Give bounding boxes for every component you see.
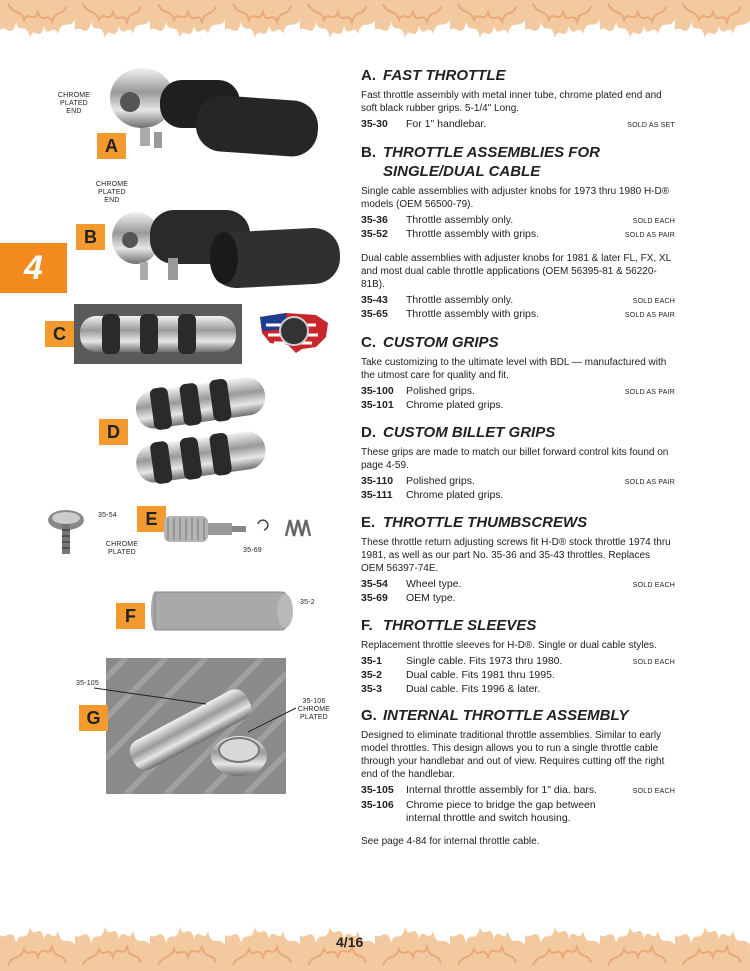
section-letter: E. <box>361 513 376 531</box>
section-g <box>361 706 675 848</box>
part-description: Throttle assembly with grips. <box>406 308 540 320</box>
part-number: 35-52 <box>361 228 388 240</box>
sold-unit: SOLD EACH <box>632 658 675 666</box>
part-description: Throttle assembly with grips. <box>406 228 540 240</box>
part-number: 35-1 <box>361 654 383 667</box>
sold-unit: SOLD EACH <box>632 297 675 305</box>
callout-text: END <box>104 197 120 204</box>
figure-letter-d: D <box>99 419 128 445</box>
sold-unit: SOLD EACH <box>632 581 675 589</box>
part-number: 35-65 <box>361 308 388 320</box>
callout-text: PLATED <box>98 189 126 196</box>
part-number: 35-105 <box>361 784 394 796</box>
part-row <box>361 655 675 670</box>
sold-unit: SOLD EACH <box>632 217 675 225</box>
bottom-flame-border <box>0 909 750 971</box>
section-description: These throttle return adjusting screws fit H-D® stock throttle 1974 thru 1981, as well as our part No. 35-36 and 35-43 throttles. Replaces OEM 56397-74E. <box>361 536 671 574</box>
part-number: 35-69 <box>361 592 388 604</box>
part-row <box>361 118 675 133</box>
section-description: These grips are made to match our billet forward control kits found on page 4-59. <box>361 446 669 471</box>
leader-line-35-105 <box>90 684 210 708</box>
sold-unit: SOLD AS PAIR <box>624 232 675 239</box>
section-letter: C. <box>361 333 376 351</box>
section-title-text: CUSTOM BILLET GRIPS <box>383 423 556 441</box>
section-description: Designed to eliminate traditional throttle assemblies. Similar to early model throttles. This design allows you to run a single throttle cable through your handlebar and out of view. Requires cutting off the right end of the handlebar. <box>361 730 665 780</box>
fast-throttle-image <box>100 62 332 162</box>
part-number: 35-100 <box>361 384 394 397</box>
part-number: 35-43 <box>361 293 388 306</box>
part-description: Chrome piece to bridge the gap between internal throttle and switch housing. <box>406 798 596 824</box>
part-description: Polished grips. <box>406 384 475 397</box>
oem-thumbscrew-image <box>162 514 248 544</box>
section-title-text: THROTTLE THUMBSCREWS <box>383 513 588 531</box>
section-letter: B. <box>361 143 376 161</box>
callout-text: END <box>66 108 82 115</box>
callout-35-105: 35-105 <box>76 680 99 687</box>
section-letter: A. <box>361 67 376 84</box>
section-title-text: INTERNAL THROTTLE ASSEMBLY <box>383 707 629 724</box>
part-row <box>361 214 675 229</box>
part-row <box>361 399 675 413</box>
throttle-assembly-image <box>110 200 348 290</box>
part-description: Polished grips. <box>406 474 475 487</box>
callout-35-69: 35-69 <box>243 547 262 554</box>
part-number: 35-30 <box>361 118 388 130</box>
callout-text: 35-106 <box>302 698 326 705</box>
part-description: Single cable. Fits 1973 thru 1980. <box>406 654 563 667</box>
section-b <box>361 143 675 323</box>
section-title-text: FAST THROTTLE <box>383 67 506 84</box>
page-number: 4/16 <box>336 934 364 950</box>
section-description: Take customizing to the ultimate level with BDL — manufactured with the utmost care for quality and fit. <box>361 356 667 381</box>
part-row <box>361 489 675 503</box>
section-c <box>361 333 675 413</box>
figure-letter-c: C <box>45 321 74 347</box>
section-title <box>361 143 675 181</box>
part-number: 35-2 <box>361 669 383 681</box>
section-title <box>361 66 675 85</box>
part-row <box>361 475 675 490</box>
section-title-text: THROTTLE ASSEMBLIES FOR SINGLE/DUAL CABLE <box>383 143 600 180</box>
section-title-text: THROTTLE SLEEVES <box>383 616 537 634</box>
callout-e-chrome-plated <box>100 541 144 557</box>
section-title <box>361 513 675 532</box>
sold-unit: SOLD AS PAIR <box>624 478 675 486</box>
sold-unit: SOLD EACH <box>632 788 675 795</box>
section-footer-note: See page 4-84 for internal throttle cable. <box>361 835 540 847</box>
callout-text: CHROME <box>105 541 139 548</box>
section-description: Fast throttle assembly with metal inner tube, chrome plated end and soft black rubber grips. 5-1/4" Long. <box>361 90 662 114</box>
section-letter: F. <box>361 616 373 634</box>
callout-35-54: 35-54 <box>98 512 117 519</box>
sold-unit: SOLD AS PAIR <box>624 388 675 396</box>
part-description: For 1" handlebar. <box>406 118 487 130</box>
callout-35-2: 35-2 <box>300 599 315 606</box>
callout-text: CHROME <box>57 92 91 99</box>
billet-grips-image <box>132 376 270 490</box>
section-title-text: CUSTOM GRIPS <box>383 333 499 351</box>
part-row <box>361 294 675 309</box>
callout-text: CHROME <box>95 181 129 188</box>
section-letter: G. <box>361 707 377 724</box>
top-flame-border <box>0 0 750 58</box>
section-tab-4: 4 <box>0 243 67 293</box>
part-description: OEM type. <box>406 592 456 604</box>
part-description: Chrome plated grips. <box>406 399 504 411</box>
part-number: 35-110 <box>361 474 394 487</box>
part-row <box>361 592 675 606</box>
section-description: Replacement throttle sleeves for H-D®. Single or dual cable styles. <box>361 639 657 651</box>
part-row <box>361 669 675 683</box>
callout-text: PLATED <box>60 100 88 107</box>
part-number: 35-106 <box>361 798 394 811</box>
figure-letter-g: G <box>79 705 108 731</box>
part-description: Dual cable. Fits 1981 thru 1995. <box>406 669 555 681</box>
callout-g-35-106 <box>297 698 331 722</box>
section-letter: D. <box>361 423 376 441</box>
custom-grips-image <box>74 304 242 364</box>
part-row <box>361 228 675 243</box>
usa-flag-logo <box>256 309 332 355</box>
part-description: Throttle assembly only. <box>406 293 514 306</box>
part-description: Dual cable. Fits 1996 & later. <box>406 682 541 695</box>
product-descriptions <box>361 66 675 851</box>
section-description: Dual cable assemblies with adjuster knobs for 1981 & later FL, FX, XL and most dual cable throttle applications (OEM 56395-81 & 56220-81B). <box>361 252 671 290</box>
section-title <box>361 706 675 725</box>
section-a <box>361 66 675 133</box>
callout-text: CHROME <box>297 706 331 713</box>
part-description: Chrome plated grips. <box>406 489 504 501</box>
sold-unit: SOLD AS PAIR <box>624 312 675 319</box>
wheel-thumbscrew-image <box>46 506 86 558</box>
part-description: Throttle assembly only. <box>406 213 514 226</box>
figure-letter-f: F <box>116 603 145 629</box>
part-row <box>361 683 675 697</box>
part-row <box>361 385 675 400</box>
section-title <box>361 333 675 352</box>
part-row <box>361 578 675 593</box>
figure-letter-a: A <box>97 133 126 159</box>
section-d <box>361 423 675 503</box>
section-description: Single cable assemblies with adjuster knobs for 1973 thru 1980 H-D® models (OEM 56500-79). <box>361 185 670 210</box>
figure-letter-e: E <box>137 506 166 532</box>
section-e <box>361 513 675 606</box>
leader-line-35-106 <box>244 706 300 736</box>
part-number: 35-36 <box>361 213 388 226</box>
clip-and-spring-image <box>254 516 314 538</box>
figure-letter-b: B <box>76 224 105 250</box>
callout-text: PLATED <box>300 714 328 721</box>
section-title <box>361 423 675 442</box>
throttle-sleeve-image <box>147 586 297 636</box>
part-number: 35-111 <box>361 489 393 501</box>
part-number: 35-101 <box>361 399 394 411</box>
section-title <box>361 616 675 635</box>
part-number: 35-3 <box>361 682 383 695</box>
callout-a-chrome-plated-end <box>52 92 96 116</box>
part-number: 35-54 <box>361 577 388 590</box>
part-row <box>361 799 675 826</box>
section-f <box>361 616 675 697</box>
callout-text: PLATED <box>108 549 136 556</box>
part-row <box>361 784 675 799</box>
part-description: Internal throttle assembly for 1" dia. bars. <box>406 784 598 796</box>
part-description: Wheel type. <box>406 577 462 590</box>
sold-unit: SOLD AS SET <box>627 122 675 129</box>
part-row <box>361 308 675 323</box>
